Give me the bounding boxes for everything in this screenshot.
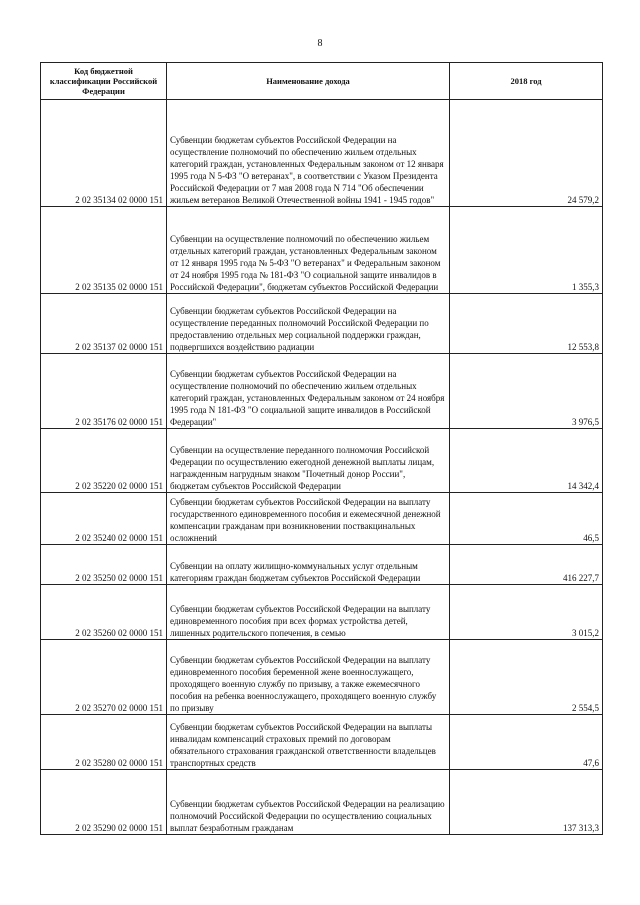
row-code: 2 02 35134 02 0000 151: [41, 100, 167, 207]
row-code: 2 02 35137 02 0000 151: [41, 294, 167, 354]
page-number: 8: [317, 38, 323, 49]
row-code: 2 02 35220 02 0000 151: [41, 429, 167, 493]
row-name: Субвенции бюджетам субъектов Российской Федерации на осуществление полномочий по обеспечению жильем отдельных категорий граждан, установленных Федеральным законом от 24 ноября 1995 года N 181-ФЗ "О социальной защите инвалидов в Российской Федерации": [167, 354, 450, 429]
table-row: [41, 354, 603, 429]
table-row: [41, 585, 603, 640]
table-row: [41, 493, 603, 545]
row-amount: 47,6: [450, 715, 603, 770]
row-amount: 14 342,4: [450, 429, 603, 493]
row-name: Субвенции на осуществление полномочий по обеспечению жильем отдельных категорий граждан, установленных Федеральным законом от 12 января 1995 года № 5-ФЗ "О ветеранах" и Федеральным законом от 24 ноября 1995 года № 181-ФЗ "О социальной защите инвалидов в Российской Федерации", бюджетам субъектов Российской Федерации: [167, 207, 450, 294]
row-name: Субвенции на оплату жилищно-коммунальных услуг отдельным категориям граждан бюджетам субъектов Российской Федерации: [167, 545, 450, 585]
header-year: 2018 год: [450, 63, 603, 100]
header-name: Наименование дохода: [167, 63, 450, 100]
table-row: [41, 545, 603, 585]
row-name: Субвенции бюджетам субъектов Российской Федерации на осуществление полномочий по обеспечению жильем отдельных категорий граждан, установленных Федеральным законом от 12 января 1995 года N 5-ФЗ "О ветеранах", в соответствии с Указом Президента Российской Федерации от 7 мая 2008 года N 714 "Об обеспечении жильем ветеранов Великой Отечественной войны 1941 - 1945 годов": [167, 100, 450, 207]
row-name: Субвенции бюджетам субъектов Российской Федерации на выплату единовременного пособия беременной жене военнослужащего, проходящего военную службу по призыву, а также ежемесячного пособия на ребенка военнослужащего, проходящего военную службу по призыву: [167, 640, 450, 715]
row-amount: 3 976,5: [450, 354, 603, 429]
row-amount: 2 554,5: [450, 640, 603, 715]
header-code: Код бюджетной классификации Российской Федерации: [41, 63, 167, 100]
row-code: 2 02 35260 02 0000 151: [41, 585, 167, 640]
table-row: [41, 294, 603, 354]
table-row: [41, 429, 603, 493]
row-amount: 24 579,2: [450, 100, 603, 207]
row-name: Субвенции бюджетам субъектов Российской Федерации на выплаты инвалидам компенсаций страховых премий по договорам обязательного страхования гражданской ответственности владельцев транспортных средств: [167, 715, 450, 770]
row-name: Субвенции бюджетам субъектов Российской Федерации на осуществление переданных полномочий Российской Федерации по предоставлению отдельных мер социальной поддержки граждан, подвергшихся воздействию радиации: [167, 294, 450, 354]
table-row: [41, 640, 603, 715]
table-row: [41, 207, 603, 294]
row-code: 2 02 35280 02 0000 151: [41, 715, 167, 770]
row-name: Субвенции бюджетам субъектов Российской Федерации на реализацию полномочий Российской Федерации по осуществлению социальных выплат безработным гражданам: [167, 770, 450, 835]
row-code: 2 02 35135 02 0000 151: [41, 207, 167, 294]
row-code: 2 02 35176 02 0000 151: [41, 354, 167, 429]
row-code: 2 02 35290 02 0000 151: [41, 770, 167, 835]
row-name: Субвенции бюджетам субъектов Российской Федерации на выплату государственного единовременного пособия и ежемесячной денежной компенсации гражданам при возникновении поствакцинальных осложнений: [167, 493, 450, 545]
table-row: [41, 100, 603, 207]
row-amount: 3 015,2: [450, 585, 603, 640]
row-amount: 12 553,8: [450, 294, 603, 354]
row-code: 2 02 35270 02 0000 151: [41, 640, 167, 715]
row-name: Субвенции бюджетам субъектов Российской Федерации на выплату единовременного пособия при всех формах устройства детей, лишенных родительского попечения, в семью: [167, 585, 450, 640]
row-amount: 1 355,3: [450, 207, 603, 294]
row-code: 2 02 35240 02 0000 151: [41, 493, 167, 545]
row-name: Субвенции на осуществление переданного полномочия Российской Федерации по осуществлению ежегодной денежной выплаты лицам, награжденным нагрудным знаком "Почетный донор России", бюджетам субъектов Российской Федерации: [167, 429, 450, 493]
row-amount: 46,5: [450, 493, 603, 545]
row-code: 2 02 35250 02 0000 151: [41, 545, 167, 585]
row-amount: 416 227,7: [450, 545, 603, 585]
table-row: [41, 715, 603, 770]
table-row: [41, 770, 603, 835]
revenue-table: [40, 62, 603, 835]
table-header-row: [41, 63, 603, 100]
row-amount: 137 313,3: [450, 770, 603, 835]
